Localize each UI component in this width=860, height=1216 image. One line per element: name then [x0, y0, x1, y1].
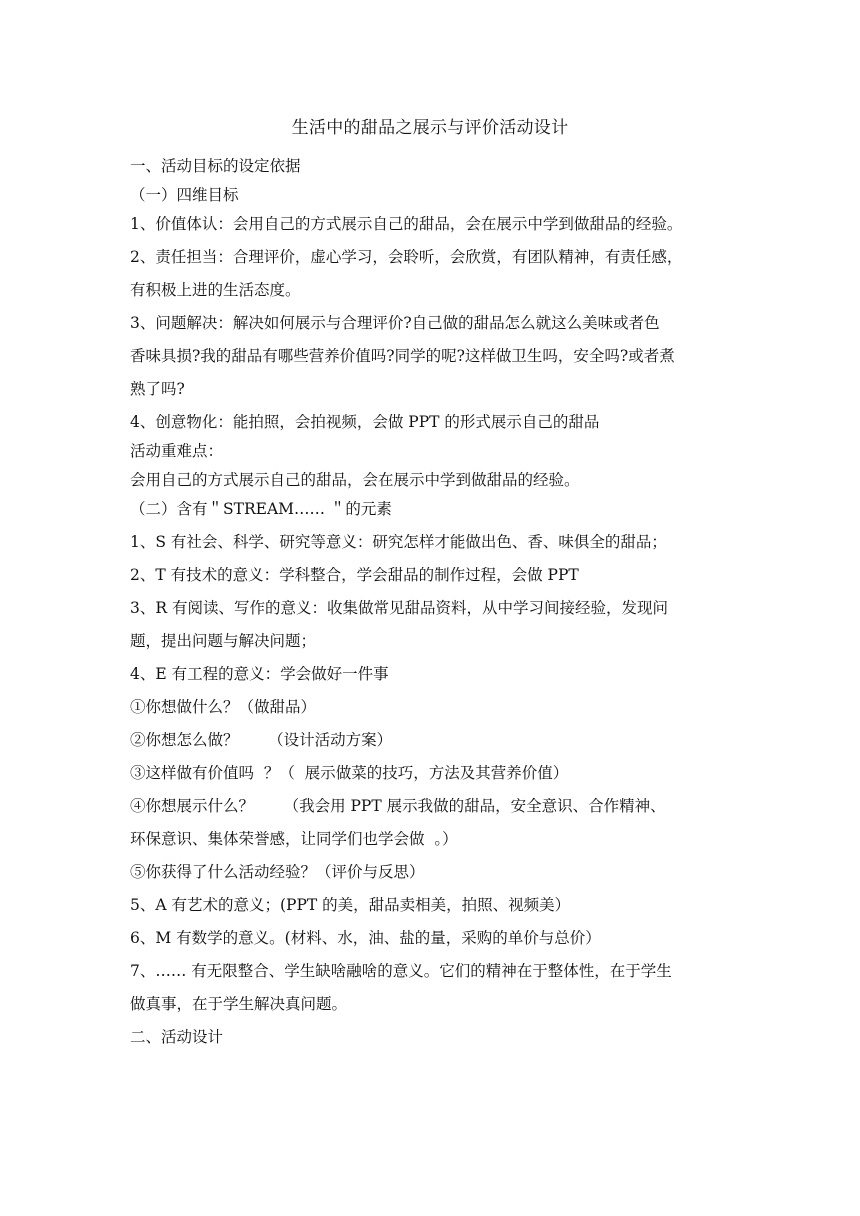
paragraph-line: 7、…… 有无限整合、学生缺啥融啥的意义。它们的精神在于整体性，在于学生: [130, 962, 672, 980]
document-title: 生活中的甜品之展示与评价活动设计: [291, 118, 569, 138]
document-body: [130, 154, 740, 1058]
paragraph-line: 6、M 有数学的意义。(材料、水，油、盐的量，采购的单价与总价）: [130, 929, 601, 947]
paragraph-line: 有积极上进的生活态度。: [130, 281, 301, 299]
list-item: ①你想做什么？（做甜品）: [130, 698, 317, 716]
paragraph-line: 1、S 有社会、科学、研究等意义：研究怎样才能做出色、香、味俱全的甜品；: [130, 533, 667, 551]
paragraph-line: 3、R 有阅读、写作的意义：收集做常见甜品资料，从中学习间接经验，发现问: [130, 599, 668, 617]
paragraph-line: 题，提出问题与解决问题；: [130, 632, 317, 650]
list-item: ⑤你获得了什么活动经验？（评价与反思）: [130, 863, 425, 881]
subsection-heading-stream: （二）含有＂STREAM…… ＂的元素: [130, 500, 392, 518]
paragraph-line: 做真事，在于学生解决真问题。: [130, 995, 348, 1013]
list-item: ④你想展示什么？ （我会用 PPT 展示我做的甜品，安全意识、合作精神、: [130, 797, 666, 815]
list-item: 环保意识、集体荣誉感，让同学们也学会做 。）: [130, 830, 458, 848]
paragraph-line: 会用自己的方式展示自己的甜品，会在展示中学到做甜品的经验。: [130, 471, 580, 489]
paragraph-line: 2、T 有技术的意义：学科整合，学会甜品的制作过程，会做 PPT: [130, 566, 579, 584]
paragraph-line: 2、责任担当：合理评价，虚心学习，会聆听，会欣赏，有团队精神，有责任感，: [130, 248, 683, 266]
paragraph-line: 3、问题解决：解决如何展示与合理评价?自己做的甜品怎么就这么美味或者色: [130, 314, 660, 332]
subsection-heading-four-goals: （一）四维目标: [130, 186, 239, 204]
list-item: ③这样做有价值吗 ？（ 展示做菜的技巧，方法及其营养价值）: [130, 764, 569, 782]
paragraph-line: 5、A 有艺术的意义；(PPT 的美，甜品卖相美，拍照、视频美）: [130, 896, 571, 914]
section-heading-design: 二、活动设计: [130, 1028, 224, 1046]
section-heading-goals: 一、活动目标的设定依据: [130, 157, 301, 175]
paragraph-line: 4、E 有工程的意义：学会做好一件事: [130, 665, 389, 683]
paragraph-line: 1、价值体认：会用自己的方式展示自己的甜品，会在展示中学到做甜品的经验。: [130, 215, 683, 233]
paragraph-line: 活动重难点：: [130, 442, 224, 460]
paragraph-line: 香味具损?我的甜品有哪些营养价值吗?同学的呢?这样做卫生吗，安全吗?或者煮: [130, 347, 675, 365]
paragraph-line: 4、创意物化：能拍照，会拍视频，会做 PPT 的形式展示自己的甜品: [130, 413, 600, 431]
list-item: ②你想怎么做？ （设计活动方案）: [130, 731, 393, 749]
paragraph-line: 熟了吗?: [130, 380, 185, 398]
